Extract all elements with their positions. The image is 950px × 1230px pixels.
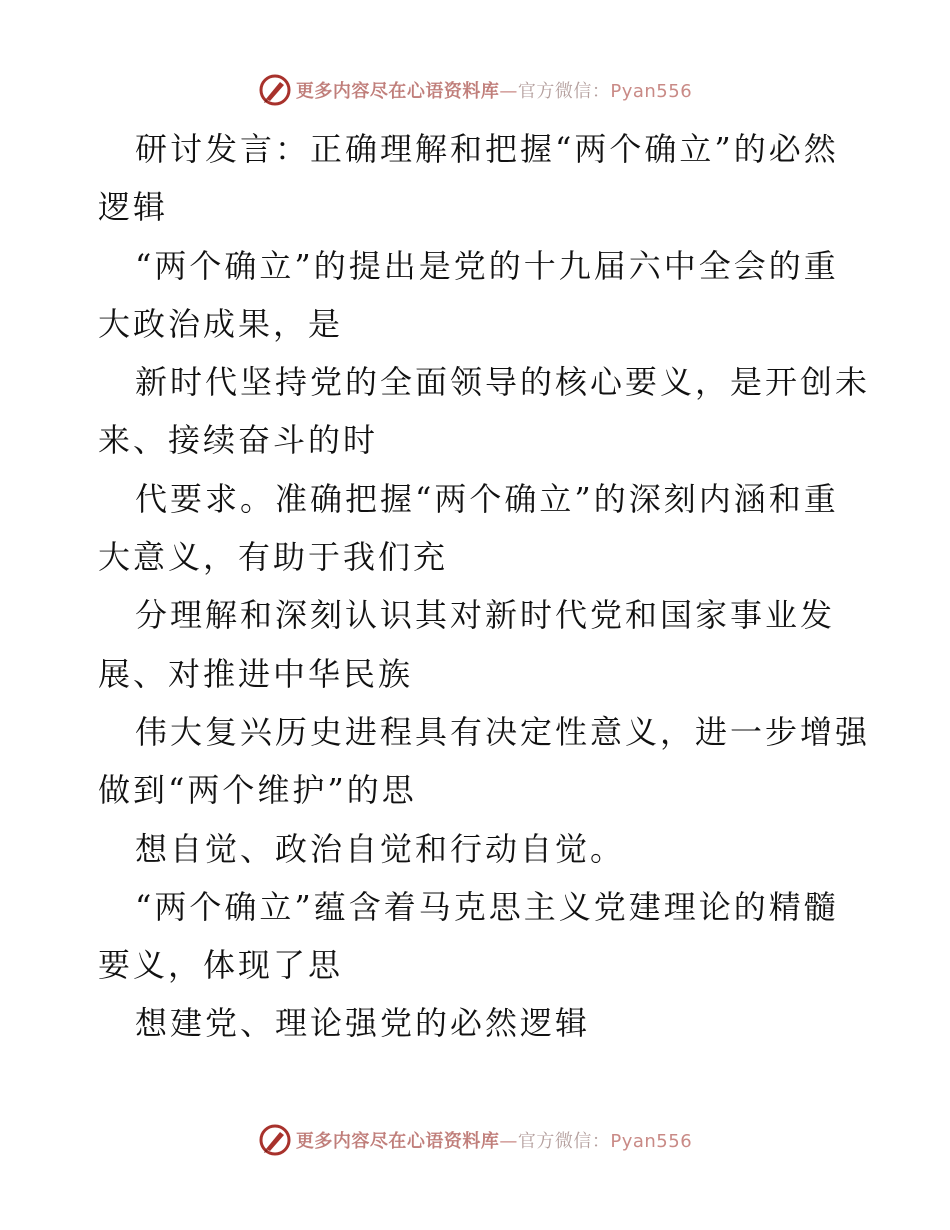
pen-logo-icon	[258, 1123, 292, 1157]
text-line: 伟大复兴历史进程具有决定性意义，进一步增强	[135, 712, 871, 751]
text-line: 想自觉、政治自觉和行动自觉。	[135, 829, 626, 868]
watermark-label: 官方微信：	[517, 1131, 611, 1152]
watermark-account: Pyan556	[610, 1131, 693, 1152]
text-line: 大政治成果，是	[98, 304, 344, 343]
text-line: 大意义，有助于我们充	[98, 538, 449, 577]
text-line: 要义，体现了思	[98, 946, 344, 985]
text-line: 分理解和深刻认识其对新时代党和国家事业发	[135, 596, 836, 635]
watermark-text	[296, 77, 692, 103]
watermark-brand: 更多内容尽在心语资料库	[295, 1131, 500, 1152]
text-line: 代要求。准确把握“两个确立”的深刻内涵和重	[135, 479, 839, 518]
footer-watermark	[0, 1120, 950, 1160]
watermark-separator: —	[499, 81, 518, 102]
watermark-label: 官方微信：	[517, 81, 611, 102]
document-body	[98, 120, 871, 1053]
pen-logo-icon	[258, 73, 292, 107]
text-line: 逻辑	[98, 188, 169, 227]
text-line: 新时代坚持党的全面领导的核心要义，是开创未	[135, 363, 871, 402]
text-line: 研讨发言：正确理解和把握“两个确立”的必然	[135, 130, 839, 168]
text-line: 来、接续奋斗的时	[98, 421, 379, 460]
watermark-brand: 更多内容尽在心语资料库	[295, 81, 500, 102]
header-watermark	[0, 70, 950, 110]
text-line: “两个确立”的提出是党的十九届六中全会的重	[135, 246, 839, 285]
watermark-separator: —	[499, 1131, 518, 1152]
text-line: 想建党、理论强党的必然逻辑	[135, 1004, 591, 1043]
text-line: 做到“两个维护”的思	[98, 771, 417, 810]
text-line: “两个确立”蕴含着马克思主义党建理论的精髓	[135, 887, 839, 926]
text-line: 展、对推进中华民族	[98, 654, 414, 693]
watermark-text	[296, 1127, 692, 1153]
watermark-account: Pyan556	[610, 81, 693, 102]
